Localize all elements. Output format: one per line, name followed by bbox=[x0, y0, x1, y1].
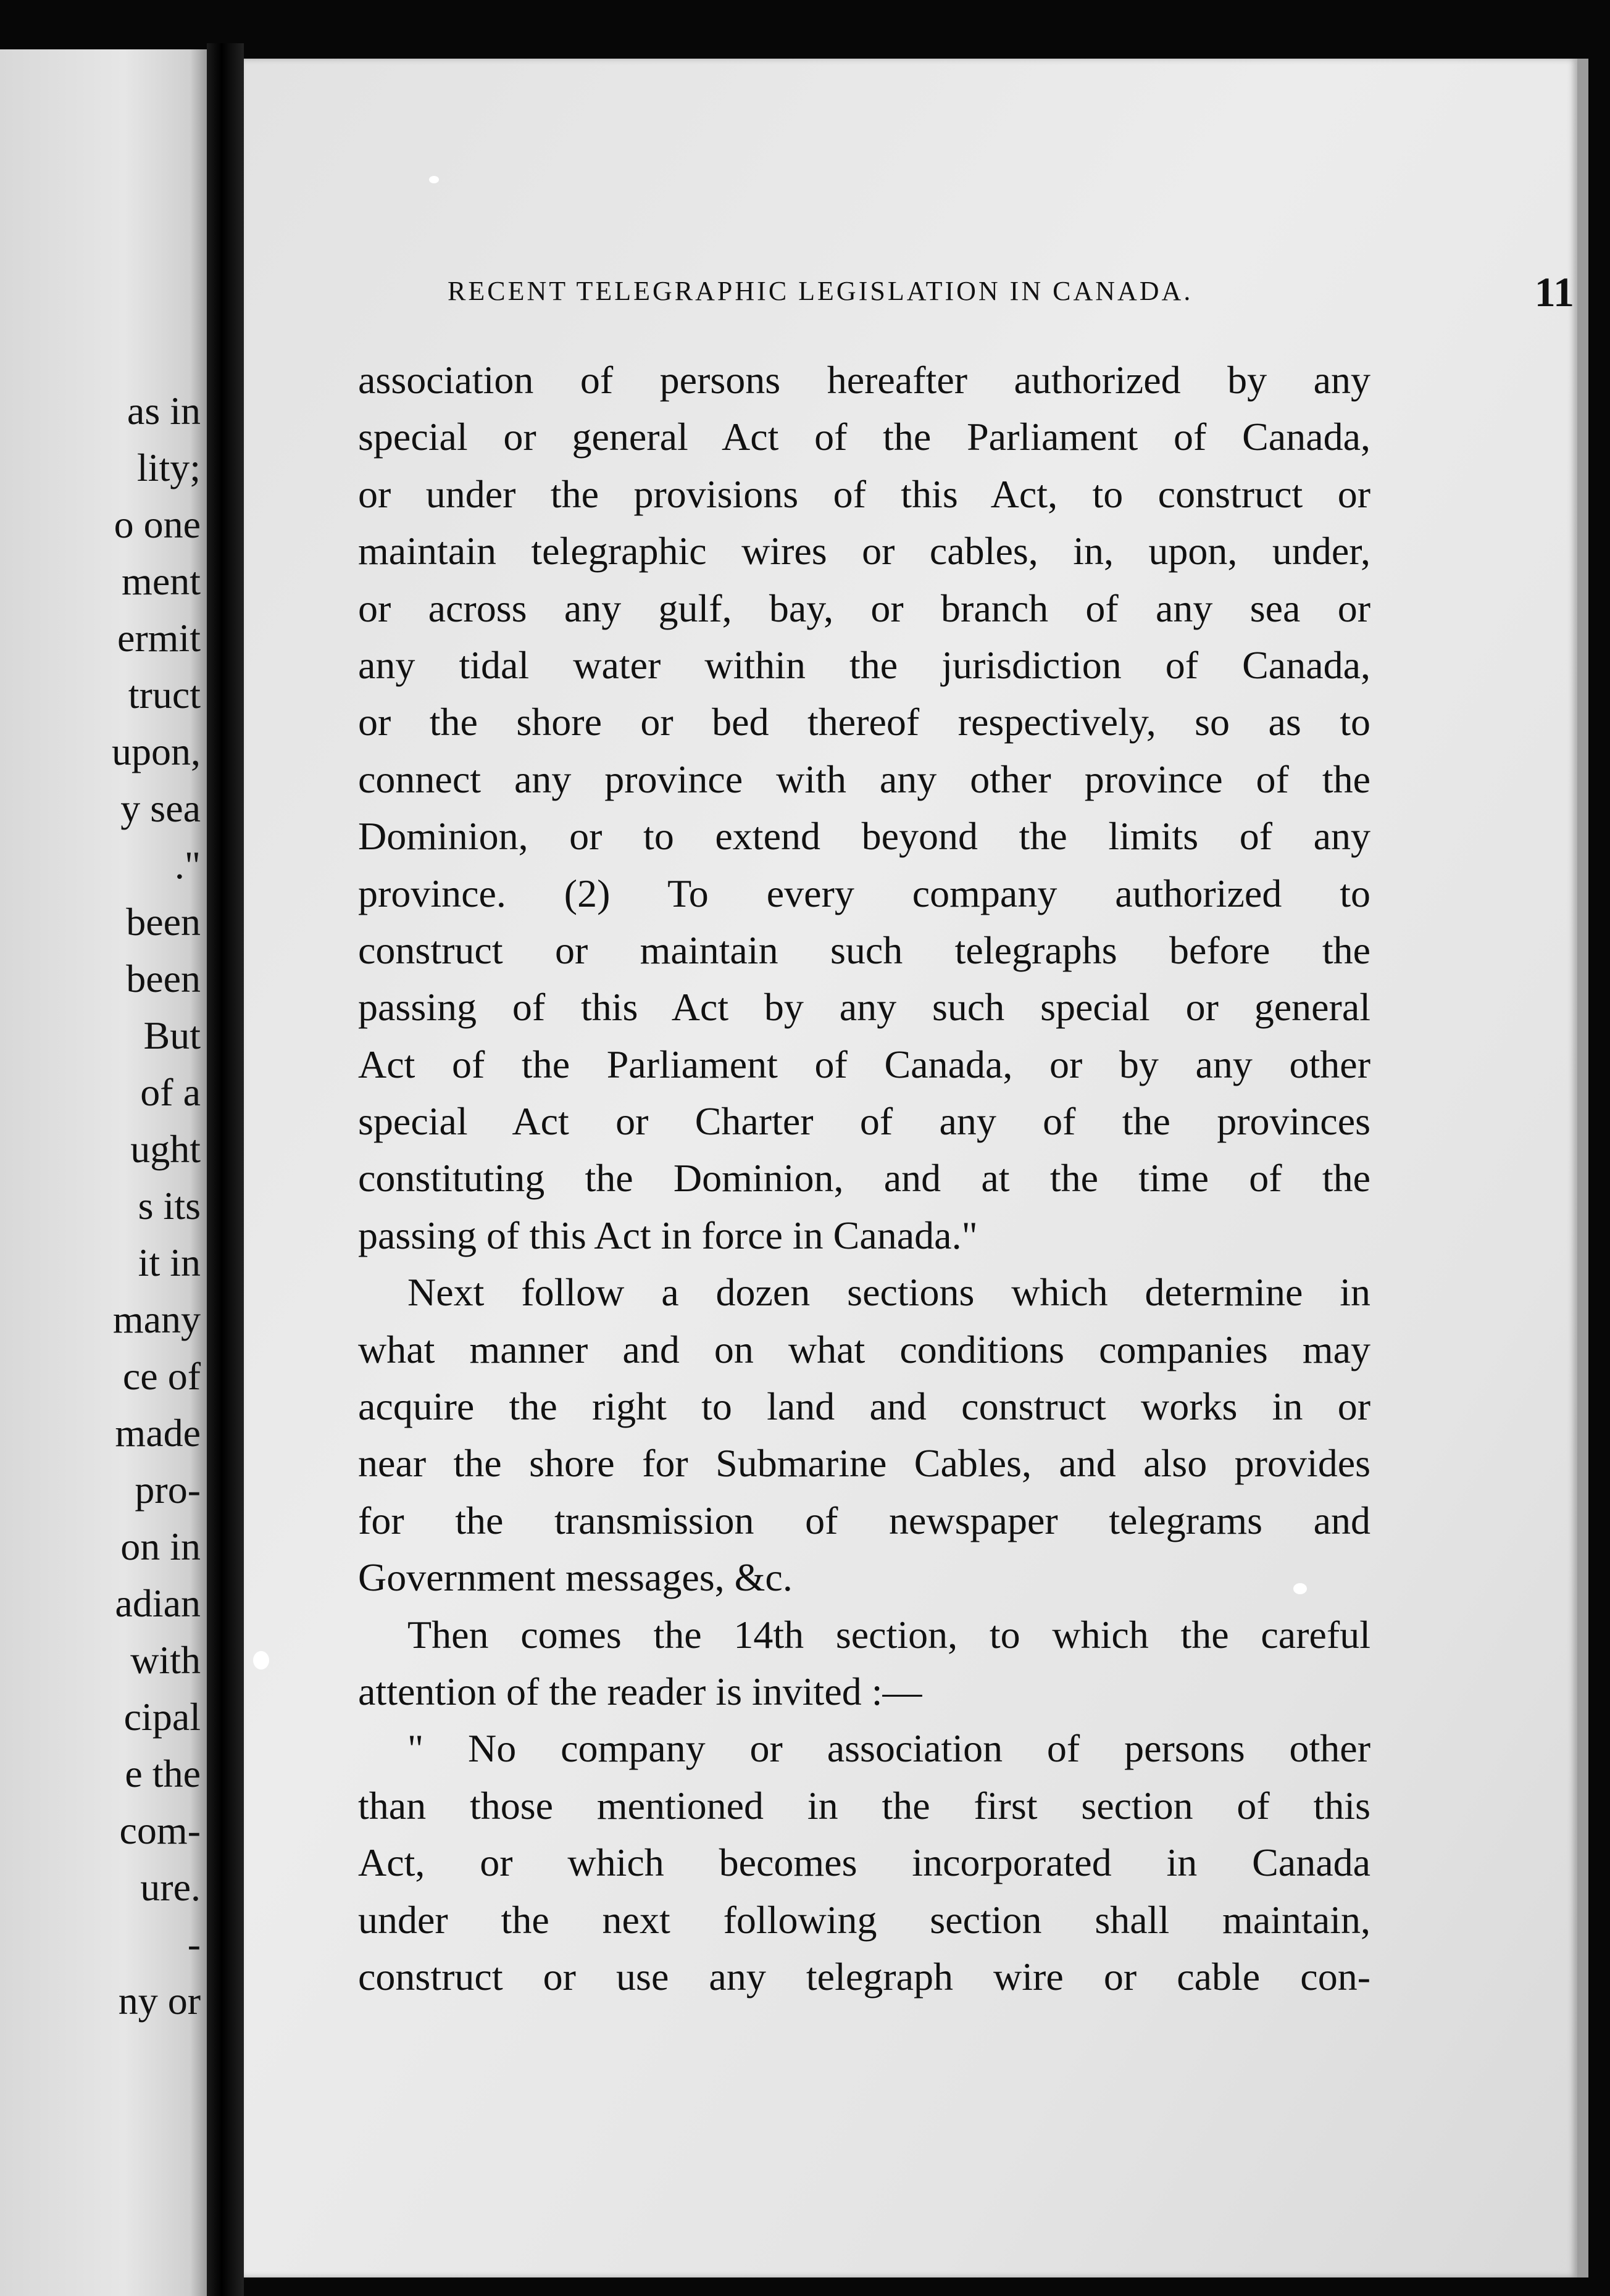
text-line: association of persons hereafter authorized by any bbox=[358, 358, 1370, 402]
text-line: construct or maintain such telegraphs before the bbox=[358, 928, 1370, 972]
left-line: truct bbox=[128, 673, 201, 717]
running-head bbox=[448, 268, 1608, 321]
left-line: ." bbox=[174, 843, 201, 887]
left-line: y sea bbox=[120, 786, 201, 830]
text-line: for the transmission of newspaper telegrams and bbox=[358, 1498, 1370, 1542]
text-line: or across any gulf, bay, or branch of any sea or bbox=[358, 586, 1370, 630]
left-line: been bbox=[126, 900, 201, 944]
dust-speck bbox=[253, 1651, 269, 1670]
text-line: constituting the Dominion, and at the time of the bbox=[358, 1156, 1370, 1200]
left-line: ught bbox=[130, 1127, 201, 1171]
paragraph-start-line: Next follow a dozen sections which determine in bbox=[407, 1270, 1370, 1315]
paragraph-start-line: Then comes the 14th section, to which the careful bbox=[407, 1612, 1370, 1657]
left-line: ment bbox=[122, 559, 201, 603]
dust-speck bbox=[429, 176, 439, 183]
text-line: than those mentioned in the first section of this bbox=[358, 1783, 1370, 1828]
text-line: Government messages, &c. bbox=[358, 1555, 793, 1600]
left-facing-page bbox=[0, 49, 207, 2296]
left-page-text-fragments bbox=[112, 383, 201, 2029]
left-line: upon, bbox=[112, 730, 201, 773]
text-line: construct or use any telegraph wire or cable con- bbox=[358, 1954, 1370, 1999]
left-line: ure. bbox=[140, 1865, 201, 1909]
right-page bbox=[244, 59, 1588, 2277]
left-line: cipal bbox=[123, 1695, 201, 1739]
quote-start-line: " No company or association of persons other bbox=[407, 1726, 1370, 1771]
text-line: Dominion, or to extend beyond the limits of any bbox=[358, 814, 1370, 859]
left-line: e the bbox=[125, 1752, 201, 1795]
left-line: pro- bbox=[135, 1468, 201, 1512]
text-line: passing of this Act in force in Canada." bbox=[358, 1213, 978, 1257]
left-line: - bbox=[187, 1922, 201, 1966]
left-line: many bbox=[112, 1297, 201, 1341]
left-line: made bbox=[115, 1411, 201, 1455]
running-title: RECENT TELEGRAPHIC LEGISLATION IN CANADA. bbox=[448, 276, 1193, 306]
left-line: adian bbox=[115, 1581, 201, 1625]
text-line: province. (2) To every company authorized to bbox=[358, 871, 1370, 915]
left-line: as in bbox=[127, 389, 201, 433]
text-line: Act, or which becomes incorporated in Canada bbox=[358, 1841, 1370, 1885]
book-gutter bbox=[207, 43, 244, 2296]
text-line: connect any province with any other province of the bbox=[358, 757, 1370, 801]
left-line: lity; bbox=[136, 446, 201, 489]
text-line: special or general Act of the Parliament of Canada, bbox=[358, 415, 1370, 459]
text-line: under the next following section shall maintain, bbox=[358, 1897, 1370, 1942]
left-line: o one bbox=[114, 502, 201, 546]
body-text bbox=[358, 352, 1370, 2005]
left-line: on in bbox=[120, 1524, 201, 1568]
text-line: maintain telegraphic wires or cables, in, upon, under, bbox=[358, 529, 1370, 573]
dust-speck bbox=[1293, 1583, 1307, 1594]
text-line: special Act or Charter of any of the provinces bbox=[358, 1099, 1370, 1144]
left-line: But bbox=[143, 1013, 201, 1057]
left-line: ermit bbox=[117, 616, 201, 660]
left-line: ny or bbox=[118, 1979, 201, 2023]
text-line: or the shore or bed thereof respectively, so as to bbox=[358, 700, 1370, 744]
left-line: it in bbox=[138, 1241, 201, 1284]
text-line: passing of this Act by any such special or general bbox=[358, 985, 1370, 1029]
page-number: 11 bbox=[1534, 268, 1574, 315]
left-line: with bbox=[130, 1638, 201, 1682]
text-line: near the shore for Submarine Cables, and also provides bbox=[358, 1441, 1370, 1486]
left-line: of a bbox=[140, 1070, 201, 1114]
left-line: ce of bbox=[122, 1354, 201, 1398]
text-line: what manner and on what conditions companies may bbox=[358, 1327, 1370, 1371]
text-line: acquire the right to land and construct works in or bbox=[358, 1384, 1370, 1429]
left-line: com- bbox=[119, 1808, 201, 1852]
text-line: or under the provisions of this Act, to construct or bbox=[358, 472, 1370, 516]
text-line: Act of the Parliament of Canada, or by any other bbox=[358, 1042, 1370, 1086]
text-line: attention of the reader is invited :— bbox=[358, 1669, 922, 1713]
left-line: been bbox=[126, 957, 201, 1000]
text-line: any tidal water within the jurisdiction of Canada, bbox=[358, 643, 1370, 687]
left-line: s its bbox=[138, 1184, 201, 1228]
